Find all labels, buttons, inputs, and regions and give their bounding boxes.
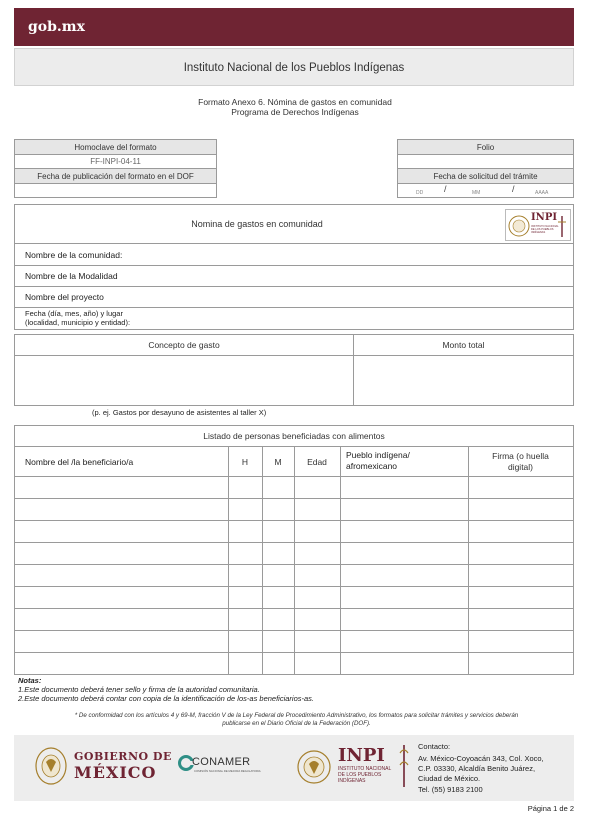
- footnote-line-2: publicarse en el Diario Oficial de la Federación (DOF).: [222, 720, 371, 727]
- gobierno-logo-line1: GOBIERNO DE: [74, 750, 172, 763]
- gob-mx-header-bar: [14, 8, 574, 46]
- institute-name: Instituto Nacional de los Pueblos Indígenas: [183, 62, 405, 74]
- date-dd: DD: [416, 190, 424, 196]
- folio-field[interactable]: [398, 155, 573, 168]
- date-aaaa: AAAA: [535, 190, 549, 196]
- date-mm: MM: [472, 190, 481, 196]
- nomina-title: Nomina de gastos en comunidad: [191, 219, 323, 229]
- inpi-staff-icon: [398, 743, 410, 789]
- col-firma-header-2: digital): [507, 461, 534, 472]
- col-h-header: H: [241, 456, 249, 467]
- col-pueblo-header-2: afromexicano: [346, 461, 398, 471]
- fecha-solicitud-field[interactable]: [398, 184, 573, 197]
- homoclave-label: Homoclave del formato: [15, 140, 216, 154]
- notes-title: Notas:: [18, 676, 42, 685]
- table-row[interactable]: [15, 521, 573, 542]
- gobierno-seal-icon: [34, 746, 68, 786]
- fecha-lugar-label-2: (localidad, municipio y entidad):: [25, 318, 131, 327]
- concepto-label: Concepto de gasto: [148, 340, 220, 350]
- fecha-publicacion-field[interactable]: [15, 184, 216, 197]
- concepto-field[interactable]: [15, 356, 353, 405]
- homoclave-value: FF-INPI-04-11: [90, 157, 141, 166]
- proyecto-label: Nombre del proyecto: [25, 292, 104, 302]
- contact-line-3: Ciudad de México.: [418, 774, 481, 783]
- document-title: Formato Anexo 6. Nómina de gastos en comunidad: [198, 97, 392, 107]
- fecha-lugar-label: Fecha (día, mes, año) y lugar: [25, 309, 123, 318]
- inpi-footer-sub3: INDÍGENAS: [338, 778, 366, 784]
- gob-mx-logo[interactable]: gob.mx: [28, 19, 85, 35]
- inpi-footer-logo: INPI: [338, 745, 385, 766]
- table-row[interactable]: [15, 587, 573, 608]
- date-separator-2: /: [512, 184, 515, 194]
- note-1: 1.Este documento deberá tener sello y firma de la autoridad comunitaria.: [18, 685, 260, 694]
- fecha-publicacion-label: Fecha de publicación del formato en el DOF: [15, 169, 216, 183]
- contact-line-2: C.P. 03330, Alcaldía Benito Juárez,: [418, 764, 536, 773]
- inpi-logo-text: INPI: [531, 212, 558, 223]
- contact-line-1: Av. México-Coyoacán 343, Col. Xoco,: [418, 754, 544, 763]
- date-separator-1: /: [444, 184, 447, 194]
- concepto-block: [14, 334, 574, 406]
- homoclave-block: [14, 139, 217, 198]
- inpi-footer-sub1: INSTITUTO NACIONAL: [338, 766, 392, 772]
- institute-banner: [14, 48, 574, 86]
- inpi-footer-sub2: DE LOS PUEBLOS: [338, 772, 382, 778]
- monto-field[interactable]: [354, 356, 573, 405]
- col-pueblo-header: Pueblo indígena/: [346, 450, 410, 460]
- inpi-seal-footer-icon: [296, 746, 332, 788]
- inpi-logo-subtext: INSTITUTO NACIONAL DE LOS PUEBLOS INDÍGENAS: [531, 225, 559, 234]
- table-row[interactable]: [15, 565, 573, 586]
- col-m-header: M: [274, 456, 282, 467]
- nomina-block: [14, 204, 574, 330]
- concepto-example: (p. ej. Gastos por desayuno de asistentes al taller X): [92, 408, 267, 417]
- conamer-logo-subtext: COMISIÓN NACIONAL DE MEJORA REGULATORIA: [194, 769, 261, 773]
- table-row[interactable]: [15, 653, 573, 674]
- document-subtitle: Programa de Derechos Indígenas: [231, 107, 359, 117]
- gobierno-logo-line2: MÉXICO: [74, 763, 157, 782]
- beneficiarios-table: [14, 425, 574, 675]
- fecha-solicitud-label: Fecha de solicitud del trámite: [398, 169, 573, 183]
- folio-block: [397, 139, 574, 198]
- table-row[interactable]: [15, 631, 573, 652]
- conamer-logo-text: CONAMER: [192, 756, 251, 768]
- note-2: 2.Este documento deberá contar con copia de la identificación de los-as beneficiarios-as.: [18, 694, 315, 703]
- modalidad-label: Nombre de la Modalidad: [25, 271, 118, 281]
- contact-title: Contacto:: [418, 742, 451, 751]
- table-row[interactable]: [15, 543, 573, 564]
- col-edad-header: Edad: [307, 456, 327, 467]
- page-number: Página 1 de 2: [527, 804, 574, 813]
- table-row[interactable]: [15, 499, 573, 520]
- col-firma-header: Firma (o huella: [492, 450, 549, 461]
- contact-line-4: Tel. (55) 9183 2100: [418, 785, 483, 794]
- table-row[interactable]: [15, 609, 573, 630]
- footnote-line-1: * De conformidad con los artículos 4 y 69-M, fracción V de la Ley Federal de Procedimiento Administrativo, los formatos para solicitar trámites y servicios deberán: [74, 712, 519, 719]
- col-nombre-header: Nombre del /la beneficiario/a: [25, 457, 134, 467]
- inpi-logo-small: [505, 209, 571, 241]
- monto-label: Monto total: [442, 340, 485, 350]
- beneficiarios-title: Listado de personas beneficiadas con alimentos: [203, 431, 385, 441]
- folio-label: Folio: [398, 140, 573, 154]
- footer-bar: [14, 735, 574, 801]
- table-row[interactable]: [15, 477, 573, 498]
- comunidad-label: Nombre de la comunidad:: [25, 250, 123, 260]
